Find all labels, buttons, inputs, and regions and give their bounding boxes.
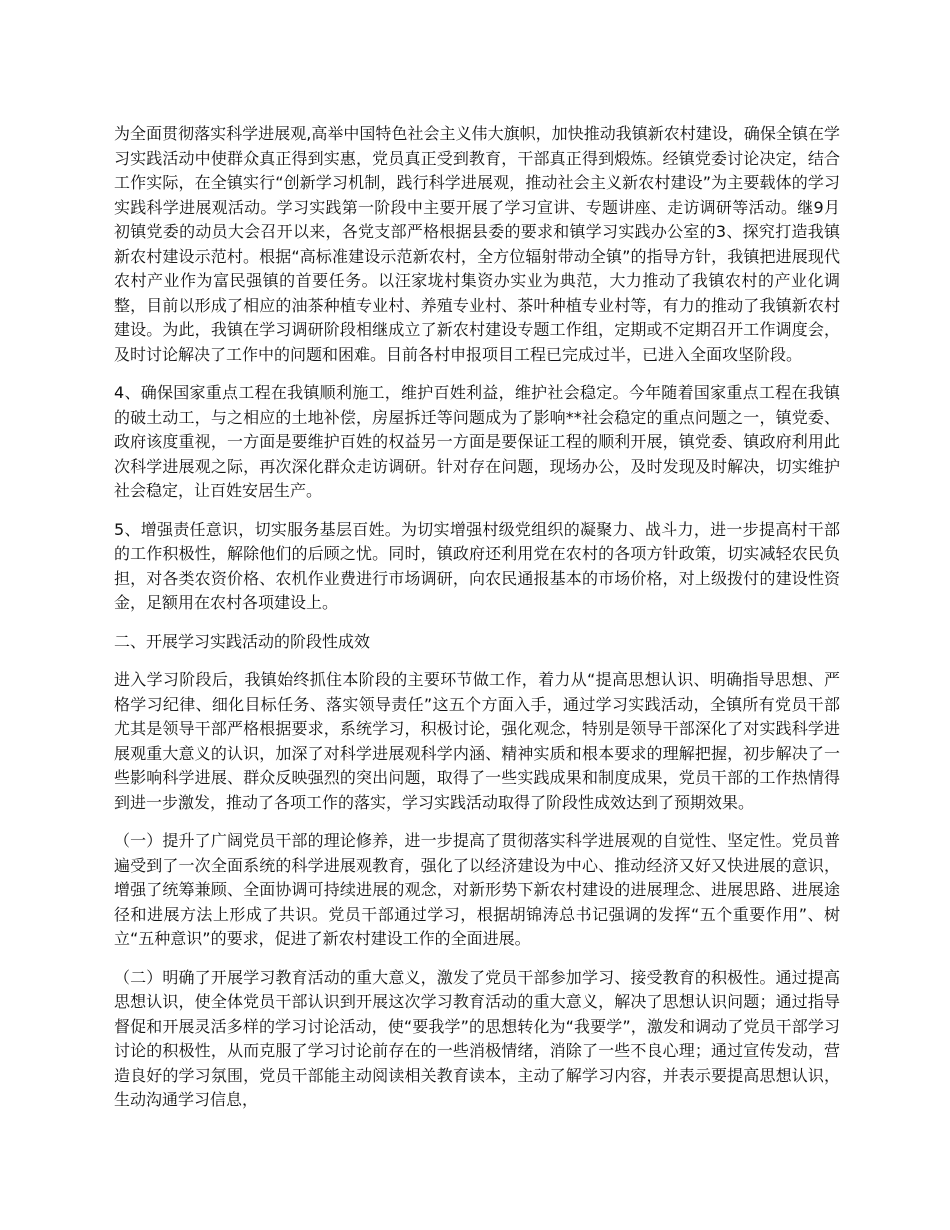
paragraph-item-4: 4、确保国家重点工程在我镇顺利施工，维护百姓利益，维护社会稳定。今年随着国家重点工程在我镇的破土动工，与之相应的土地补偿，房屋拆迁等问题成为了影响**社会稳定的重点问题之一，镇党委、政府该度重视，一方面是要维护百姓的权益另一方面是要保证工程的顺利开展，镇党委、镇政府利用此次科学进展观之际，再次深化群众走访调研。针对存在问题，现场办公，及时发现及时解决，切实维护社会稳定，让百姓安居生产。	[114, 383, 840, 500]
section-heading: 二、开展学习实践活动的阶段性成效	[114, 631, 371, 651]
paragraph-result-2: （二）明确了开展学习教育活动的重大意义，激发了党员干部参加学习、接受教育的积极性。通过提高思想认识，使全体党员干部认识到开展这次学习教育活动的重大意义，解决了思想认识问题；通过指导督促和开展灵活多样的学习讨论活动，使“要我学”的思想转化为“我要学”，激发和调动了党员干部学习讨论的积极性，从而克服了学习讨论前存在的一些消极情绪，消除了一些不良心理；通过宣传发动，营造良好的学习氛围，党员干部能主动阅读相关教育读本，主动了解学习内容，并表示要提高思想认识，生动沟通学习信息，	[114, 967, 840, 1109]
paragraph-intro: 为全面贯彻落实科学进展观,高举中国特色社会主义伟大旗帜，加快推动我镇新农村建设，确保全镇在学习实践活动中使群众真正得到实惠，党员真正受到教育，干部真正得到煅炼。经镇党委讨论决定，结合工作实际，在全镇实行“创新学习机制，践行科学进展观，推动社会主义新农村建设”为主要载体的学习实践科学进展观活动。学习实践第一阶段中主要开展了学习宣讲、专题讲座、走访调研等活动。继9月初镇党委的动员大会召开以来，各党支部严格根据县委的要求和镇学习实践办公室的3、探究打造我镇新农村建设示范村。根据“高标准建设示范新农村，全方位辐射带动全镇”的指导方针，我镇把进展现代农村产业作为富民强镇的首要任务。以汪家垅村集资办实业为典范，大力推动了我镇农村的产业化调整，目前以形成了相应的油茶种植专业村、养殖专业村、茶叶种植专业村等，有力的推动了我镇新农村建设。为此，我镇在学习调研阶段相继成立了新农村建设专题工作组，定期或不定期召开工作调度会，及时讨论解决了工作中的问题和困难。目前各村申报项目工程已完成过半，已进入全面攻坚阶段。	[114, 124, 840, 364]
paragraph-result-1: （一）提升了广阔党员干部的理论修养，进一步提高了贯彻落实科学进展观的自觉性、坚定性。党员普遍受到了一次全面系统的科学进展观教育，强化了以经济建设为中心、推动经济又好又快进展的意识，增强了统筹兼顾、全面协调可持续进展的观念，对新形势下新农村建设的进展理念、进展思路、进展途径和进展方法上形成了共识。党员干部通过学习，根据胡锦涛总书记强调的发挥“五个重要作用”、树立“五种意识”的要求，促进了新农村建设工作的全面进展。	[114, 831, 840, 948]
document-body	[114, 122, 840, 1127]
paragraph-stage-results: 进入学习阶段后，我镇始终抓住本阶段的主要环节做工作，着力从“提高思想认识、明确指导思想、严格学习纪律、细化目标任务、落实领导责任”这五个方面入手，通过学习实践活动，全镇所有党员干部尤其是领导干部严格根据要求，系统学习，积极讨论，强化观念，特别是领导干部深化了对实践科学进展观重大意义的认识，加深了对科学进展观科学内涵、精神实质和根本要求的理解把握，初步解决了一些影响科学进展、群众反映强烈的突出问题，取得了一些实践成果和制度成果，党员干部的工作热情得到进一步激发，推动了各项工作的落实，学习实践活动取得了阶段性成效达到了预期效果。	[114, 670, 840, 812]
paragraph-item-5: 5、增强责任意识，切实服务基层百姓。为切实增强村级党组织的凝聚力、战斗力，进一步提高村干部的工作积极性，解除他们的后顾之忧。同时，镇政府还利用党在农村的各项方针政策，切实减轻农民负担，对各类农资价格、农机作业费进行市场调研，向农民通报基本的市场价格，对上级拨付的建设性资金，足额用在农村各项建设上。	[114, 519, 840, 612]
